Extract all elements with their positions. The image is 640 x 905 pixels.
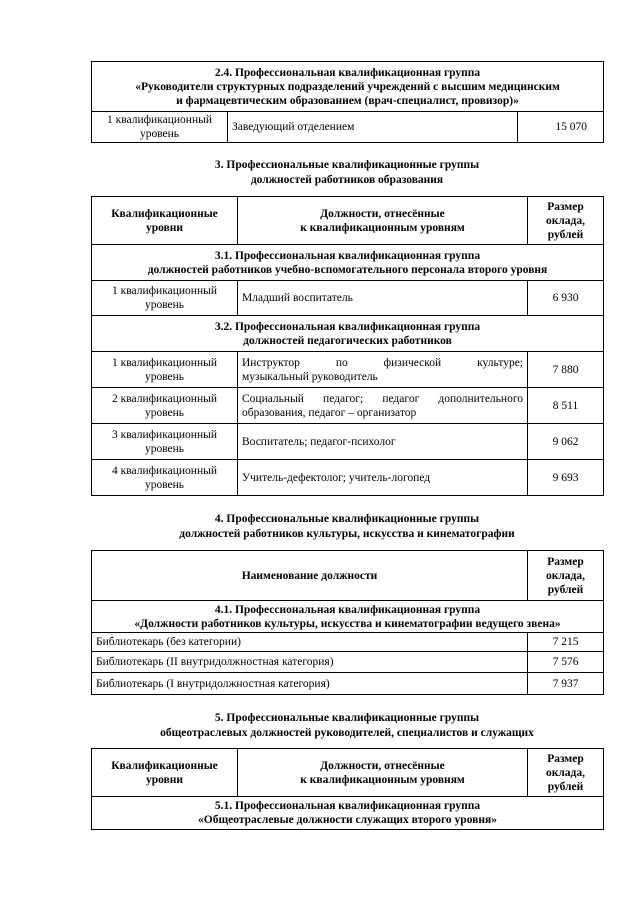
level-line: уровень [144,370,185,383]
header-line: оклада, [545,569,586,582]
header-line: Должности, отнесённые [320,207,445,220]
table-4 [91,550,604,695]
header-line: к квалификационным уровням [300,221,465,234]
level-line: 4 квалификационный [112,464,217,477]
header-line: рублей [547,780,584,793]
col-header-positions [238,749,528,797]
position-line: Социальный педагог; педагог дополнительного [242,392,523,405]
title-line: «Должности работников культуры, искусства и кинематографии ведущего звена» [134,617,561,630]
header-line: Квалификационные [111,207,218,220]
table-row [92,673,604,695]
salary-cell: 6 930 [528,281,604,316]
col-header-salary [528,197,604,245]
level-line: уровень [144,442,185,455]
heading-line: 4. Профессиональные квалификационные группы [214,513,480,525]
group-3-1-title [92,245,604,281]
level-cell [92,281,238,316]
table-row [92,112,604,143]
col-header-positions [238,197,528,245]
heading-line: должностей работников образования [250,174,444,186]
title-line: 3.2. Профессиональная квалификационная группа [214,320,481,333]
col-header-salary [528,551,604,601]
position-cell: Библиотекарь (I внутридолжностная категория) [92,673,528,695]
level-line: 1 квалификационный [107,114,212,126]
position-cell: Библиотекарь (II внутридолжностная категория) [92,652,528,673]
heading-line: должностей работников культуры, искусства и кинематографии [179,528,515,540]
title-line: «Руководители структурных подразделений учреждений с высшим медицинским [135,80,560,93]
table-row [92,281,604,316]
position-cell [238,388,528,424]
position-cell: Библиотекарь (без категории) [92,633,528,652]
header-line: Размер [547,752,584,765]
section-5-heading [91,711,603,741]
header-line: оклада, [545,766,586,779]
header-line: Квалификационные [111,759,218,772]
table-row [92,633,604,652]
section-3-heading [91,158,603,188]
title-line: и фармацевтическим образованием (врач-специалист, провизор)» [176,94,519,107]
col-header-levels [92,197,238,245]
level-line: 1 квалификационный [112,356,217,369]
table-row [92,424,604,460]
position-line: образования, педагог – организатор [242,406,417,419]
salary-cell: 7 576 [528,652,604,673]
title-line: 4.1. Профессиональная квалификационная группа [214,603,481,616]
group-3-2-title [92,316,604,352]
title-line: должностей работников учебно-вспомогательного персонала второго уровня [147,263,548,276]
header-line: уровни [145,773,184,786]
level-line: уровень [144,299,185,311]
header-line: оклада, [545,214,586,227]
table-row [92,460,604,496]
header-line: рублей [547,583,584,596]
title-line: должностей педагогических работников [243,334,452,347]
title-line: 3.1. Профессиональная квалификационная группа [214,249,481,262]
position-cell: Заведующий отделением [228,112,518,143]
position-line: Инструктор по физической культуре; [242,356,523,369]
col-header-salary [528,749,604,797]
section-4-heading [91,512,603,542]
heading-line: общеотраслевых должностей руководителей, специалистов и служащих [160,727,534,739]
group-5-1-title [92,797,604,830]
heading-line: 5. Профессиональные квалификационные группы [214,712,480,724]
header-line: Должности, отнесённые [320,759,445,772]
level-line: уровень [139,128,180,140]
header-line: Размер [547,555,584,568]
level-cell [92,352,238,388]
salary-cell: 7 880 [528,352,604,388]
level-line: 1 квалификационный [112,285,217,297]
table-3 [91,196,604,496]
group-2-4-title [92,62,604,112]
level-line: 3 квалификационный [112,428,217,441]
title-line: 2.4. Профессиональная квалификационная группа [214,66,481,79]
header-line: Размер [547,200,584,213]
position-cell: Воспитатель; педагог-психолог [238,424,528,460]
header-line: уровни [145,221,184,234]
level-cell [92,388,238,424]
salary-cell: 9 693 [528,460,604,496]
title-line: 5.1. Профессиональная квалификационная группа [214,800,481,812]
table-row [92,652,604,673]
title-line: «Общеотраслевые должности служащих второго уровня» [198,814,497,826]
table-5 [91,748,604,830]
table-row [92,352,604,388]
salary-cell: 8 511 [528,388,604,424]
level-cell [92,424,238,460]
heading-line: 3. Профессиональные квалификационные группы [214,159,480,171]
salary-cell: 7 215 [528,633,604,652]
position-line: музыкальный руководитель [242,370,378,383]
level-line: уровень [144,406,185,419]
level-cell [92,460,238,496]
header-line: к квалификационным уровням [300,773,465,786]
group-4-1-title [92,601,604,633]
header-line: рублей [547,228,584,241]
table-row [92,388,604,424]
col-header-levels [92,749,238,797]
level-line: 2 квалификационный [112,392,217,405]
level-cell [92,112,228,143]
position-cell: Учитель-дефектолог; учитель-логопед [238,460,528,496]
salary-cell: 15 070 [518,112,604,143]
table-2-4 [91,61,604,143]
level-line: уровень [144,478,185,491]
salary-cell: 7 937 [528,673,604,695]
position-cell: Младший воспитатель [238,281,528,316]
col-header-name: Наименование должности [92,551,528,601]
position-cell [238,352,528,388]
salary-cell: 9 062 [528,424,604,460]
